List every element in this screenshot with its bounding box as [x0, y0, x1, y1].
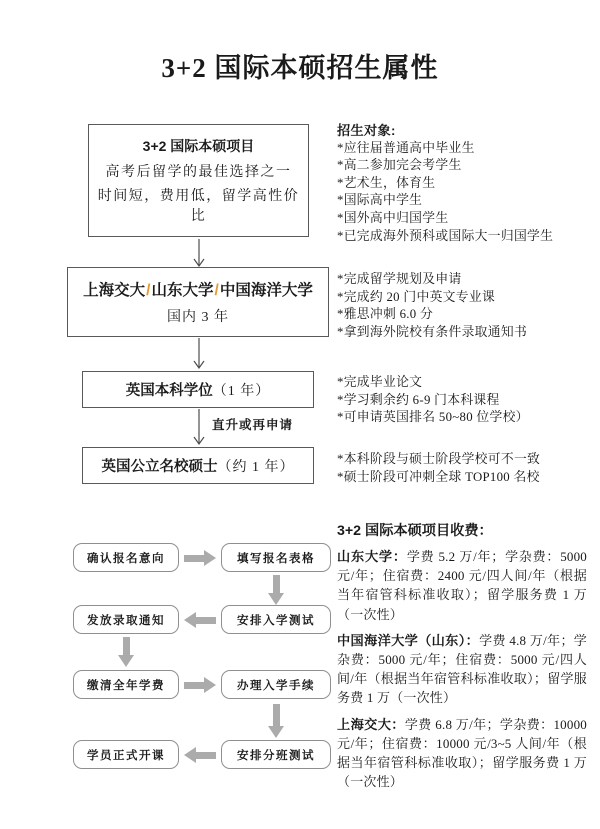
universities-line: [83, 278, 313, 300]
master-stage-notes: [337, 451, 593, 486]
note-item: *学习剩余约 6-9 门本科课程: [337, 392, 500, 407]
domestic-duration: 国内 3 年: [167, 310, 229, 325]
down-arrow-icon: [192, 239, 206, 268]
arrow-label: 直升或再申请: [212, 418, 294, 432]
fee-entry: [337, 547, 587, 624]
university-name: 中国海洋大学: [219, 282, 313, 299]
note-item: *完成约 20 门中英文专业课: [337, 289, 496, 304]
fee-detail: 学费 4.8 万/年；学杂费：5000 元/年；住宿费：5000 元/四人间/年（根据当年宿管科标准收取）；留学服务费 1 万（一次性）: [337, 632, 587, 706]
note-item: *艺术生，体育生: [337, 175, 436, 190]
note-item: *拿到海外院校有条件录取通知书: [337, 324, 528, 339]
process-step-label: 学员正式开课: [87, 749, 165, 762]
process-step-label: 发放录取通知: [87, 614, 165, 627]
process-step-label: 办理入学手续: [237, 679, 315, 692]
process-step-label: 填写报名表格: [237, 552, 315, 565]
process-step-label: 安排分班测试: [237, 749, 315, 762]
process-step-placement-test: [221, 740, 331, 769]
program-box-line: 高考后留学的最佳选择之一: [105, 164, 292, 180]
admission-targets-heading: 招生对象:: [337, 123, 396, 138]
process-step-label: 安排入学测试: [237, 614, 315, 627]
slash-separator: /: [214, 282, 219, 299]
bachelor-stage-notes: [337, 374, 593, 427]
admission-targets-notes: [337, 122, 593, 245]
process-step-label: 缴清全年学费: [87, 679, 165, 692]
program-box-heading: 3+2 国际本硕项目: [142, 137, 255, 154]
note-item: *国外高中归国学生: [337, 210, 449, 225]
note-item: *可申请英国排名 50~80 位学校）: [337, 410, 529, 425]
process-step-confirm-intent: [73, 543, 179, 572]
degree-title: 英国本科学位: [125, 383, 213, 399]
down-arrow-icon: [118, 637, 134, 667]
left-arrow-icon: [184, 747, 216, 763]
fee-university-name: 上海交大：: [337, 716, 405, 732]
note-item: *本科阶段与硕士阶段学校可不一致: [337, 452, 541, 466]
process-step-fill-form: [221, 543, 331, 572]
right-arrow-icon: [184, 677, 216, 693]
fee-university-name: 山东大学：: [337, 549, 407, 564]
down-arrow-icon: [268, 575, 284, 605]
note-item: *雅思冲刺 6.0 分: [337, 307, 434, 322]
note-item: *完成留学规划及申请: [337, 272, 462, 286]
university-name: 上海交大: [83, 282, 146, 299]
fee-detail: 学费 5.2 万/年；学杂费：5000 元/年；住宿费：2400 元/四人间/年（根据当年宿管科标准收取）；留学服务费 1 万（一次性）: [337, 549, 588, 622]
note-item: *完成毕业论文: [337, 375, 423, 389]
fee-detail: 学费 6.8 万/年；学杂费：10000 元/年；住宿费：10000 元/3~5 人间/年（根据当年宿管科标准收取）；留学服务费 1 万（一次性）: [337, 716, 587, 790]
degree-title: 英国公立名校硕士: [101, 459, 218, 475]
domestic-stage-notes: [337, 271, 593, 341]
flow-box-program: [88, 124, 309, 237]
fees-panel: [337, 520, 587, 791]
process-step-classes-begin: [73, 740, 179, 769]
process-step-label: 确认报名意向: [87, 552, 165, 565]
master-degree-line: [102, 455, 295, 476]
university-name: 山东大学: [151, 282, 214, 299]
process-step-admission-notice: [73, 605, 179, 634]
note-item: *硕士阶段可冲刺全球 TOP100 名校: [337, 469, 540, 484]
down-arrow-icon: [268, 704, 284, 738]
down-arrow-icon: [192, 409, 206, 446]
page-title: 3+2 国际本硕招生属性: [161, 53, 439, 83]
process-step-enrollment-procedures: [221, 670, 331, 699]
note-item: *应往届普通高中毕业生: [337, 140, 475, 155]
note-item: *高二参加完会考学生: [337, 158, 462, 173]
fee-entry: [337, 631, 587, 708]
bachelor-degree-line: [126, 379, 271, 400]
fee-entry: [337, 715, 587, 792]
program-box-line: 时间短，费用低，留学高性价比: [97, 189, 300, 225]
note-item: *已完成海外预科或国际大一归国学生: [337, 228, 554, 243]
degree-duration: （约 1 年）: [217, 460, 295, 475]
fees-heading: 3+2 国际本硕项目收费：: [337, 523, 493, 539]
process-step-pay-tuition: [73, 670, 179, 699]
flow-box-master-degree: [82, 447, 314, 484]
left-arrow-icon: [184, 612, 216, 628]
down-arrow-icon: [192, 338, 206, 370]
note-item: *国际高中学生: [337, 193, 423, 208]
right-arrow-icon: [184, 550, 216, 566]
slash-separator: /: [146, 282, 151, 299]
flow-box-domestic-universities: [67, 267, 329, 337]
flow-box-bachelor-degree: [82, 371, 314, 408]
degree-duration: （1 年）: [212, 384, 271, 399]
process-step-entrance-test: [221, 605, 331, 634]
fee-university-name: 中国海洋大学（山东）：: [337, 632, 480, 648]
